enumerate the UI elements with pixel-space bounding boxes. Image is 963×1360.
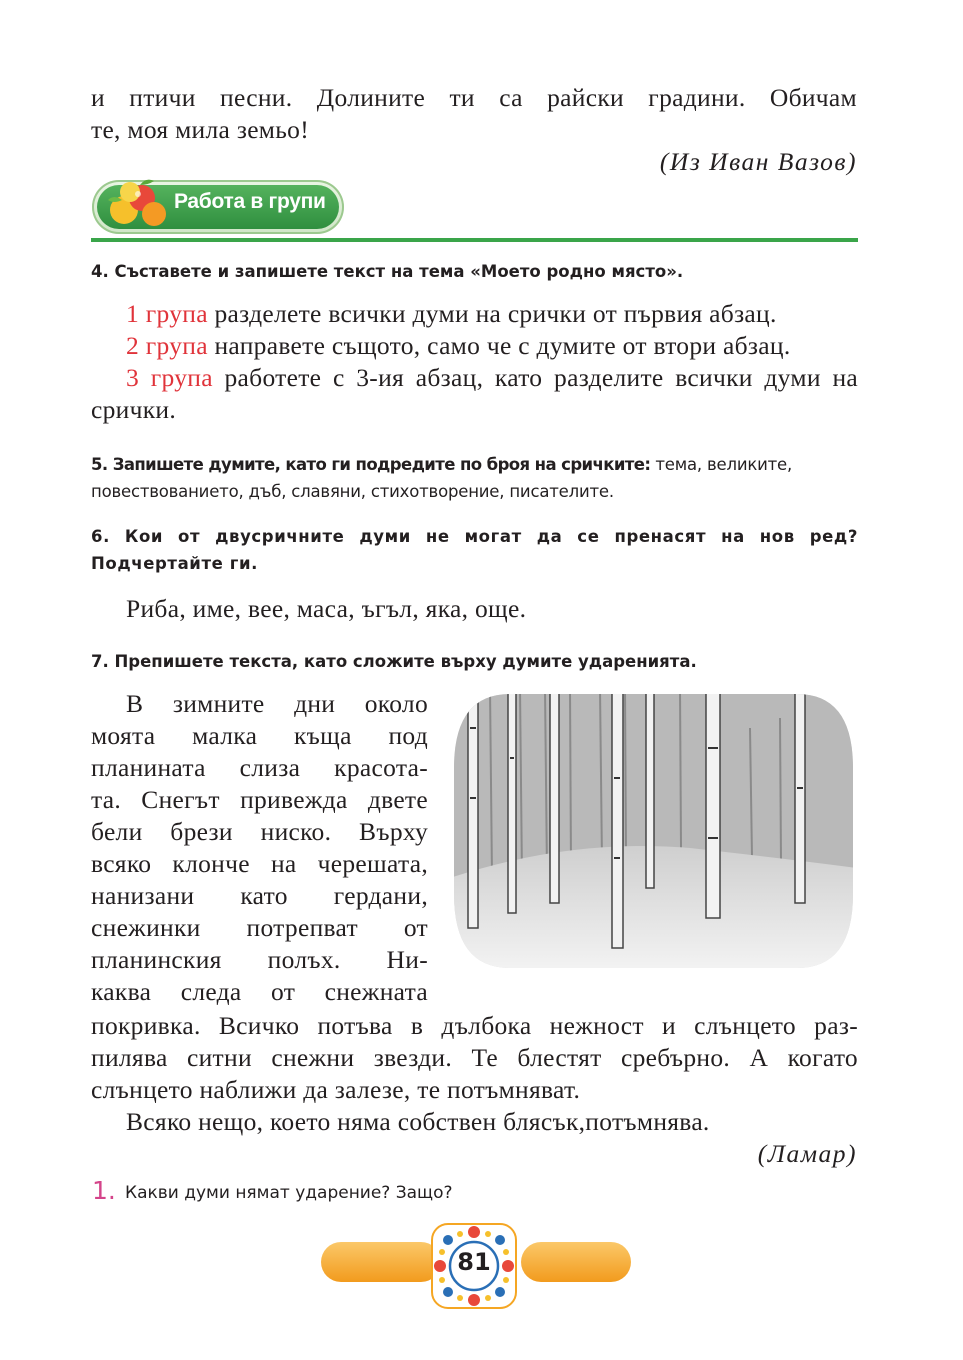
group-work-badge [92, 180, 344, 234]
footer-bar-left [321, 1242, 441, 1282]
text-line: моята малка къща под [91, 721, 428, 750]
task-5 [91, 451, 858, 505]
birch-forest-illustration [450, 688, 857, 974]
task-4-title: 4. Съставете и запишете текст на тема «Моето родно място». [91, 262, 684, 281]
question-text: Какви думи нямат ударение? Защо? [125, 1183, 453, 1203]
group-text: направете същото, само че с думите от втори абзац. [207, 331, 791, 360]
intro-line: и птичи песни. Долините ти са райски градини. Обичам [91, 83, 857, 112]
task-7-last-sentence: Всяко нещо, което няма собствен блясък,потъмнява. [126, 1107, 710, 1136]
task-5-words: тема, великите, повествованието, дъб, славяни, стихотворение, писателите. [91, 455, 793, 501]
task-7-text-wrapped [91, 688, 428, 1008]
task-5-title: 5. Запишете думите, като ги подредите по броя на сричките: [91, 455, 651, 474]
text-line: бели брези ниско. Върху [91, 817, 428, 846]
task-7-title: 7. Препишете текста, като сложите върху думите ударенията. [91, 652, 697, 671]
group-text: работете с 3-ия абзац, като разделите всички думи на срички. [91, 363, 859, 424]
section-divider [91, 238, 858, 242]
task-4-groups [91, 298, 858, 426]
task-7-author: (Ламар) [757, 1139, 857, 1168]
text-line: слънцето наближи да залезе, те потъмняват. [91, 1075, 581, 1104]
group-text: разделете всички думи на срички от първия абзац. [207, 299, 777, 328]
task-6-title: 6. Кои от двусричните думи не могат да се пренасят на нов ред? Подчертайте ги. [91, 527, 858, 573]
text-line: каква следа от снежната [91, 977, 428, 1006]
intro-source: (Из Иван Вазов) [659, 147, 857, 176]
text-line: планинския полъх. Ни- [91, 945, 428, 974]
text-line: снежинки потрепват от [91, 913, 428, 942]
group-label: 1 група [126, 299, 208, 328]
intro-line: те, моя мила земьо! [91, 115, 310, 144]
text-line: пилява ситни снежни звезди. Те блестят сребърно. А когато [91, 1043, 858, 1072]
question-number: 1. [92, 1176, 116, 1205]
text-line: всяко клонче на черешата, [91, 849, 428, 878]
intro-paragraph [91, 82, 857, 146]
text-line: В зимните дни около [126, 689, 428, 718]
text-line: планината слиза красота- [91, 753, 428, 782]
task-6-words: Риба, име, вее, маса, ъгъл, яка, още. [126, 594, 527, 623]
text-line: нанизани като гердани, [91, 881, 428, 910]
footer-bar-right [521, 1242, 631, 1282]
group-instruction [91, 298, 858, 330]
group-instruction [91, 330, 858, 362]
group-label: 2 група [126, 331, 208, 360]
group-instruction [91, 362, 858, 426]
text-line: та. Снегът привежда двете [91, 785, 428, 814]
fruit-icon [104, 176, 174, 232]
group-work-label: Работа в групи [174, 190, 326, 213]
text-line: покривка. Всичко потъва в дълбока нежност и слънцето раз- [91, 1011, 858, 1040]
page-number: 81 [457, 1248, 491, 1276]
group-label: 3 група [126, 363, 213, 392]
task-7-text-full [91, 1010, 858, 1106]
